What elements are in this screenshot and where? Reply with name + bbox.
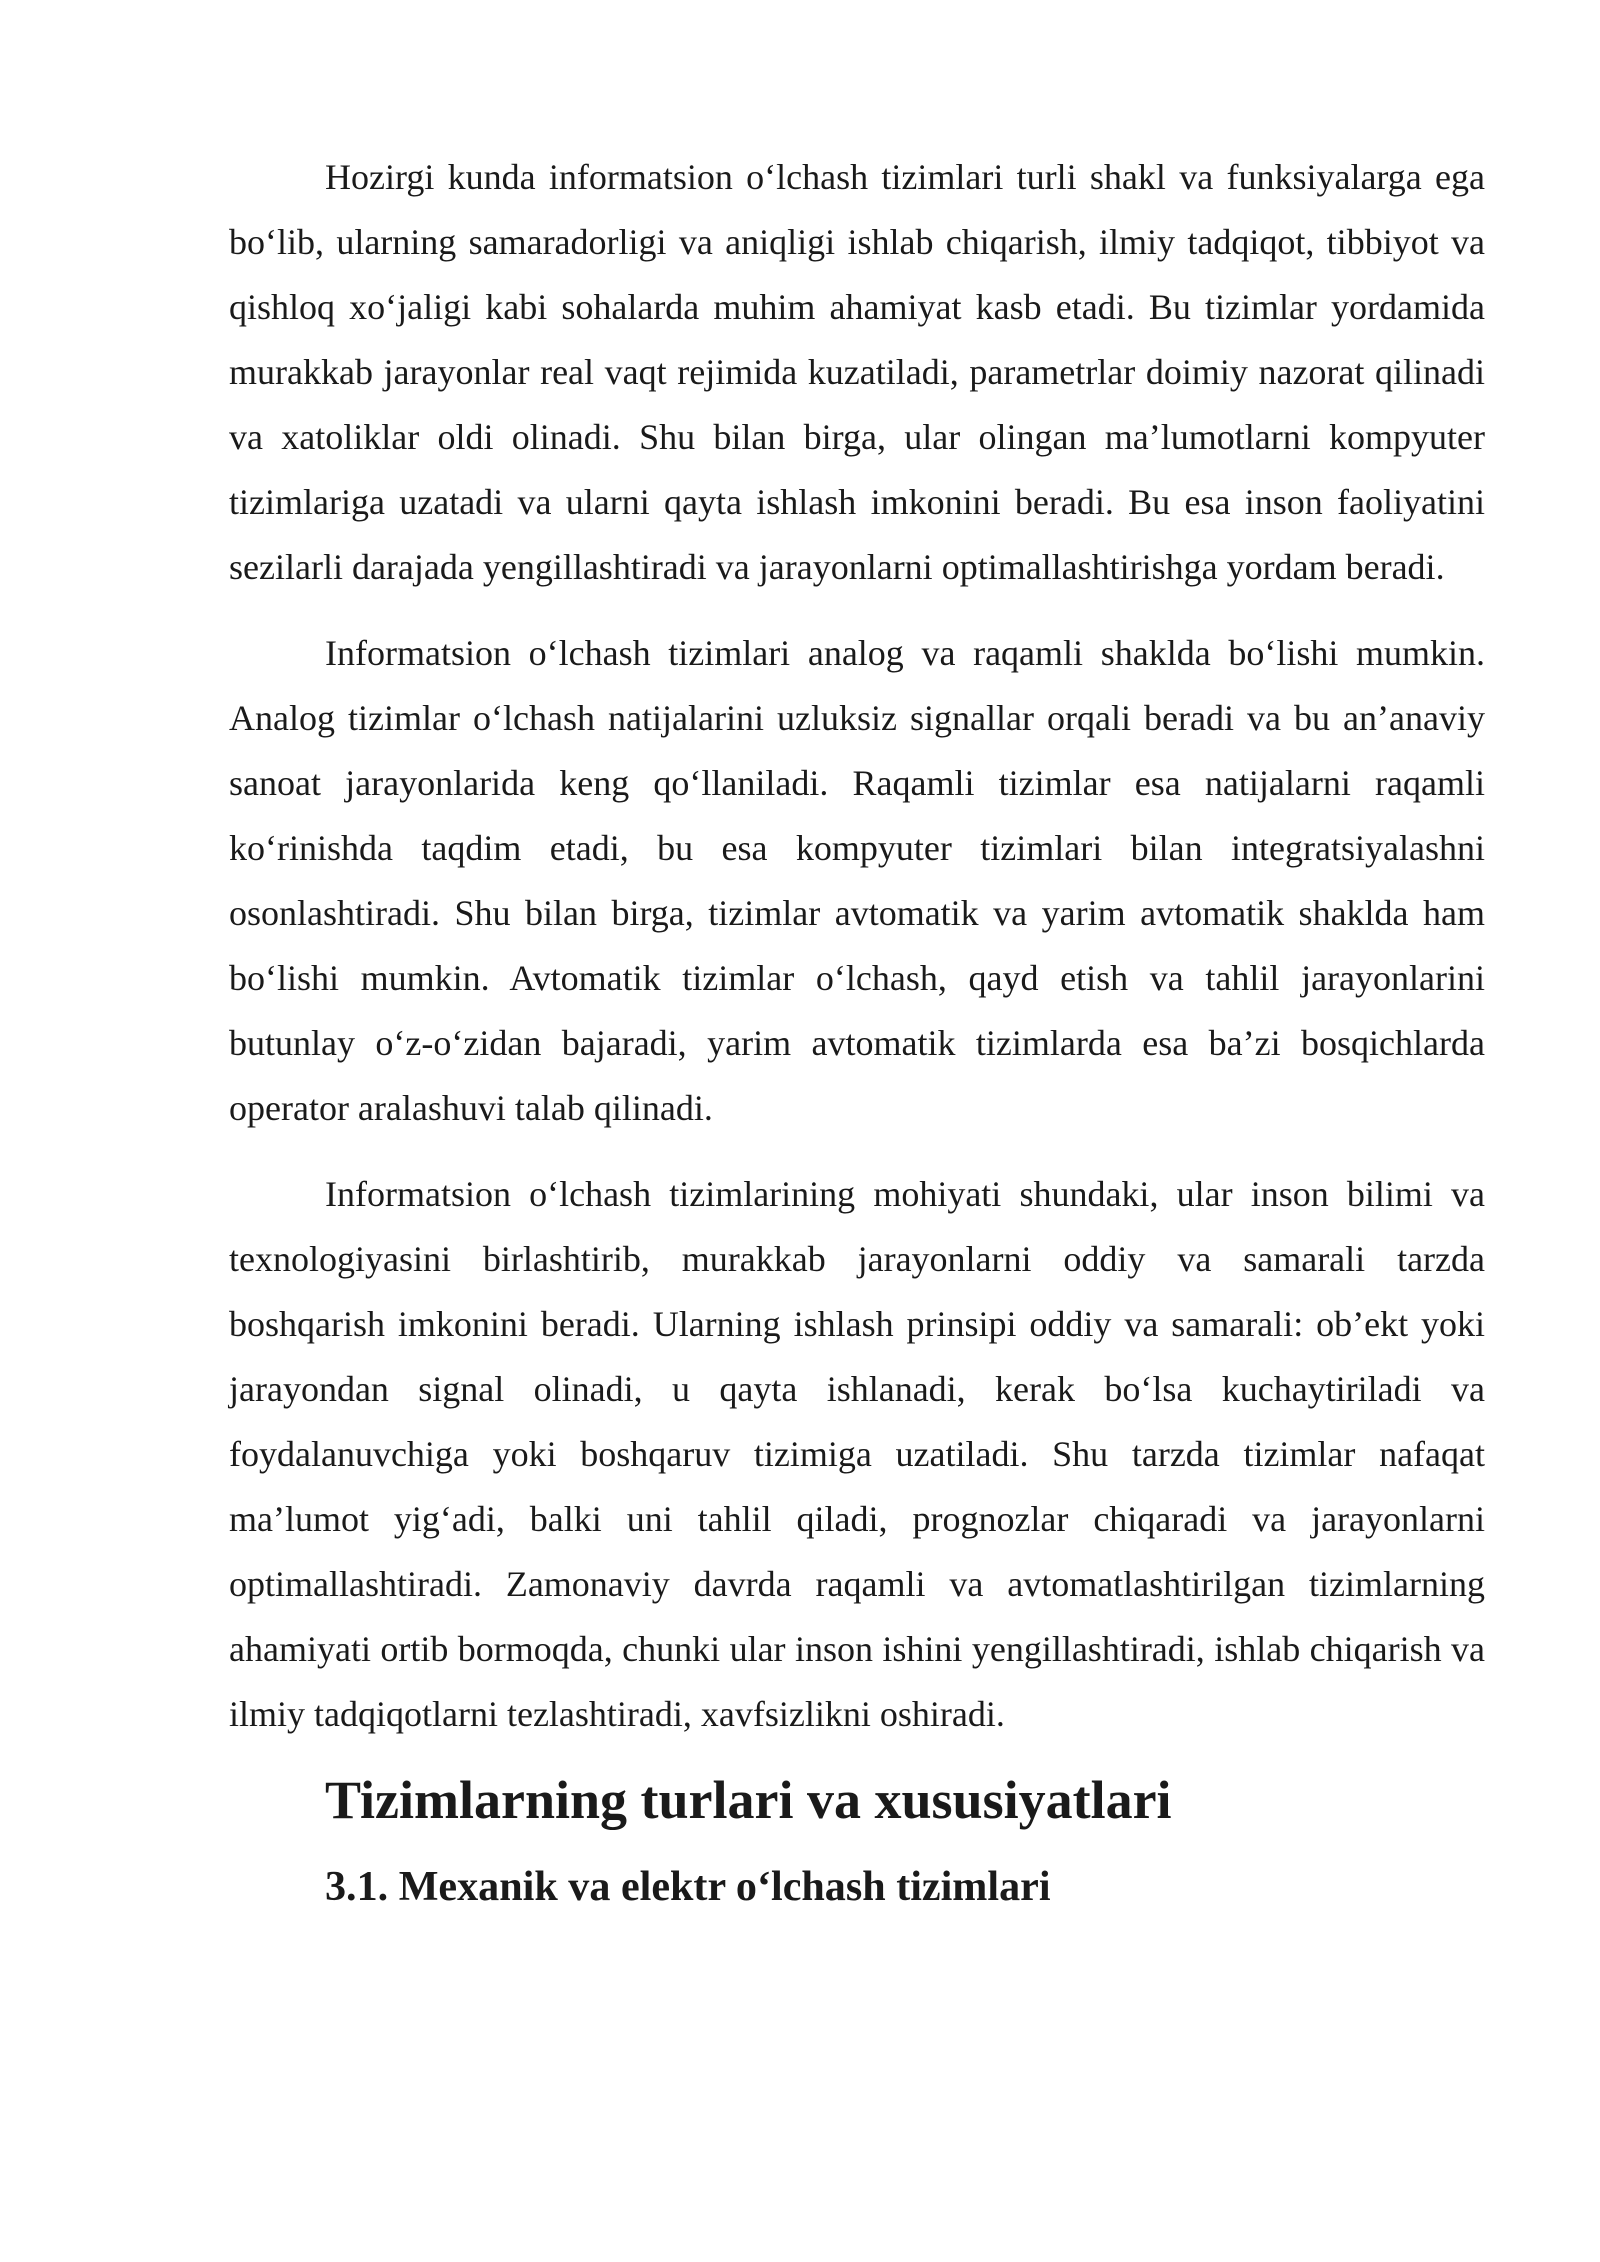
section-heading: Tizimlarning turlari va xususiyatlari [325, 1770, 1172, 1830]
paragraph-1: Hozirgi kunda informatsion o‘lchash tizimlari turli shakl va funksiyalarga ega bo‘lib, ularning samaradorligi va aniqligi ishlab chiqarish, ilmiy tadqiqot, tibbiyot va qishloq xo‘jaligi kabi sohalarda muhim ahamiyat kasb etadi. Bu tizimlar yordamida murakkab jarayonlar real vaqt rejimida kuzatiladi, parametrlar doimiy nazorat qilinadi va xatoliklar oldi olinadi. Shu bilan birga, ular olingan ma’lumotlarni kompyuter tizimlariga uzatadi va ularni qayta ishlash imkonini beradi. Bu esa inson faoliyatini sezilarli darajada yengillashtiradi va jarayonlarni optimallashtirishga yordam beradi. [229, 157, 1485, 587]
paragraph-3: Informatsion o‘lchash tizimlarining mohiyati shundaki, ular inson bilimi va texnologiyasini birlashtirib, murakkab jarayonlarni oddiy va samarali tarzda boshqarish imkonini beradi. Ularning ishlash prinsipi oddiy va samarali: ob’ekt yoki jarayondan signal olinadi, u qayta ishlanadi, kerak bo‘lsa kuchaytiriladi va foydalanuvchiga yoki boshqaruv tizimiga uzatiladi. Shu tarzda tizimlar nafaqat ma’lumot yig‘adi, balki uni tahlil qiladi, prognozlar chiqaradi va jarayonlarni optimallashtiradi. Zamonaviy davrda raqamli va avtomatlashtirilgan tizimlarning ahamiyati ortib bormoqda, chunki ular inson ishini yengillashtiradi, ishlab chiqarish va ilmiy tadqiqotlarni tezlashtiradi, xavfsizlikni oshiradi. [229, 1174, 1485, 1734]
subsection-heading: 3.1. Mexanik va elektr o‘lchash tizimlari [325, 1863, 1051, 1910]
document-body [229, 145, 1485, 1940]
paragraph-2: Informatsion o‘lchash tizimlari analog va raqamli shaklda bo‘lishi mumkin. Analog tizimlar o‘lchash natijalarini uzluksiz signallar orqali beradi va bu an’anaviy sanoat jarayonlarida keng qo‘llaniladi. Raqamli tizimlar esa natijalarni raqamli ko‘rinishda taqdim etadi, bu esa kompyuter tizimlari bilan integratsiyalashni osonlashtiradi. Shu bilan birga, tizimlar avtomatik va yarim avtomatik shaklda ham bo‘lishi mumkin. Avtomatik tizimlar o‘lchash, qayd etish va tahlil jarayonlarini butunlay o‘z-o‘zidan bajaradi, yarim avtomatik tizimlarda esa ba’zi bosqichlarda operator aralashuvi talab qilinadi. [229, 633, 1485, 1128]
